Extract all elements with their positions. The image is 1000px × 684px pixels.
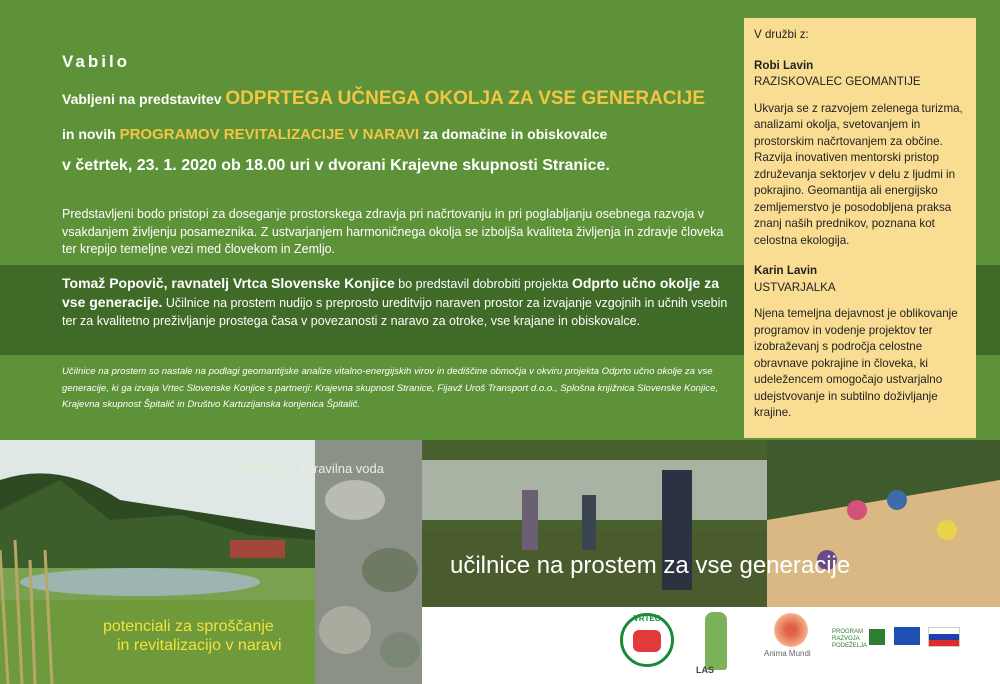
person1-bio: Ukvarja se z razvojem zelenega turizma, analizami okolja, svetovanjem in prostorskim načrtovanjem za občine. Razvija inovativen mentorski pristop združevanja sektorjev v delu z ljudmi in pokrajino. Geomantija ali energijsko zemljemerstvo je posodobljena praksa znanj naših prednikov, poznana kot celostna ekologija. xyxy=(754,101,963,247)
vrtec-mascot xyxy=(633,630,661,652)
invitation-line1 xyxy=(62,88,705,110)
person2-role: USTVARJALKA xyxy=(754,280,836,294)
invitation-line2 xyxy=(62,126,607,143)
vrtec-logo xyxy=(620,613,674,667)
sidebar-heading: V družbi z: xyxy=(754,28,809,41)
water-photo xyxy=(315,440,422,684)
person2-name: Karin Lavin xyxy=(754,264,818,277)
speaker-rest: Učilnice na prostem nudijo s preprosto ureditvijo naraven prostor za izvajanje vzgojnih in učnih vsebin ter za kvalitetno preživljanje prostega časa v povezanosti z naravo za otroke, vse krajane in obiskovalce. xyxy=(62,296,728,328)
sidebar-box xyxy=(744,18,976,438)
date-line: v četrtek, 23. 1. 2020 ob 18.00 uri v dvorani Krajevne skupnosti Stranice. xyxy=(62,157,610,174)
paragraph-intro: Predstavljeni bodo pristopi za doseganje prostorskega zdravja pri načrtovanju in pri poglabljanju osebnega razvoja v vsakdanjem življenju posameznika. Z ustvarjanjem harmoničnega okolja se izboljša kvaliteta življenja in zdravje človeka ter krepijo temeljne vezi med človekom in Zemljo. xyxy=(62,207,724,256)
paragraph-speaker xyxy=(62,274,732,330)
line2-suffix: za domačine in obiskovalce xyxy=(422,126,608,142)
invitation-title: Vabilo xyxy=(62,52,131,71)
las-label: LAS xyxy=(696,665,714,675)
anima-label: Anima Mundi xyxy=(764,649,811,658)
line2-prefix: in novih xyxy=(62,126,116,142)
las-logo xyxy=(705,612,727,670)
classroom-photo xyxy=(422,440,767,607)
person1-name: Robi Lavin xyxy=(754,58,814,72)
leader-logo xyxy=(869,629,885,645)
caption-classroom: učilnice na prostem za vse generacije xyxy=(450,552,851,579)
logo-bar xyxy=(422,607,1000,684)
line1-highlight: ODPRTEGA UČNEGA OKOLJA ZA VSE GENERACIJE xyxy=(225,88,706,109)
eu-flag xyxy=(894,627,920,645)
caption-pond-line1: potenciali za sproščanje xyxy=(103,618,274,635)
person2-bio: Njena temeljna dejavnost je oblikovanje programov in vodenje projektov ter izobraževanj s področja celostne obravnave pokrajine in človeka, ki udeležencem omogočajo ustvarjalno udejstvovanje in subtilno doživljanje krajine. xyxy=(754,307,958,419)
anima-logo xyxy=(774,613,808,647)
line1-prefix: Vabljeni na predstavitev xyxy=(62,91,222,107)
slovenia-flag xyxy=(928,627,960,647)
project-name: Odprto učno okolje za vse generacije. xyxy=(62,275,719,310)
speaker-mid: bo predstavil dobrobiti projekta xyxy=(398,277,569,291)
speaker-name: Tomaž Popovič, ravnatelj Vrtca Slovenske Konjice xyxy=(62,275,395,291)
caption-water: Stranice – zdravilna voda xyxy=(238,461,384,476)
children-photo xyxy=(767,440,1000,607)
line2-highlight: PROGRAMOV REVITALIZACIJE V NARAVI xyxy=(119,126,420,143)
vrtec-logo-text: VRTEC xyxy=(633,614,661,623)
caption-pond-line2: in revitalizacijo v naravi xyxy=(117,637,282,654)
person1-role: RAZISKOVALEC GEOMANTIJE xyxy=(754,75,921,88)
footnote: Učilnice na prostem so nastale na podlagi geomantijske analize vitalno-energijskih virov in dediščine območja v okviru projekta Odprto učno okolje za vse generacije, ki ga izvaja Vrtec Slovenske Konjice s partnerji: Krajevna skupnost Stranice, Fijavž Uroš Transport d.o.o., Splošna knjižnica Slovenske Konjice, Krajevna skupnost Špitalič in Društvo Kartuzijanska konjenica Špitalič. xyxy=(62,366,719,410)
program-label: PROGRAM RAZVOJA PODEŽELJA xyxy=(832,629,868,649)
